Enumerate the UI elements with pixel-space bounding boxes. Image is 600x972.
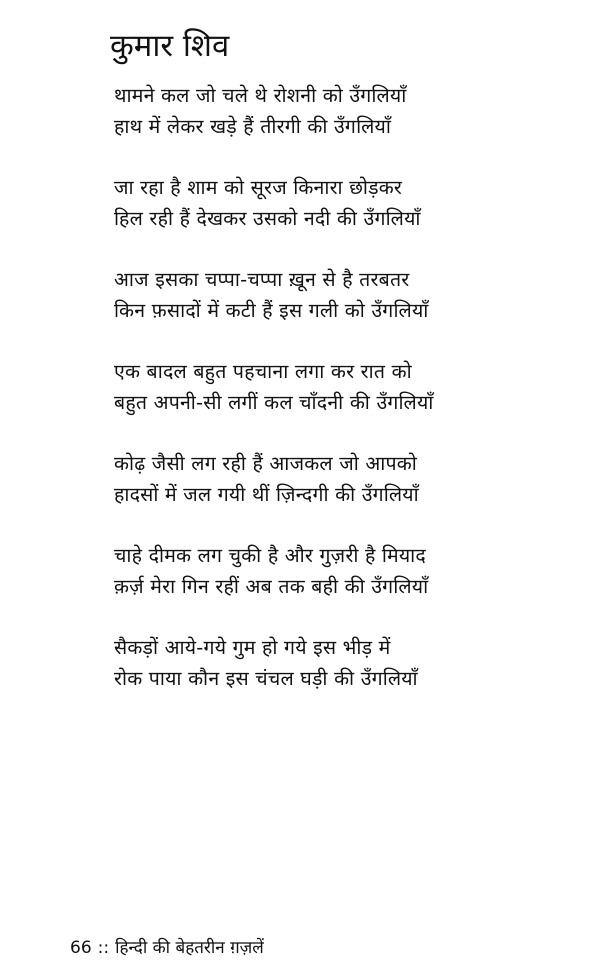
couplet-line: एक बादल बहुत पहचाना लगा कर रात को — [114, 360, 412, 383]
poet-name-heading: कुमार शिव — [110, 28, 230, 64]
couplet — [114, 264, 554, 326]
book-title: हिन्दी की बेहतरीन ग़ज़लें — [115, 938, 264, 958]
couplet-line: चाहे दीमक लग चुकी है और गुज़री है मियाद — [114, 544, 426, 567]
couplet-line: जा रहा है शाम को सूरज किनारा छोड़कर — [114, 176, 403, 199]
couplet — [114, 448, 554, 510]
page-footer — [70, 936, 264, 960]
page-number: 66 — [70, 938, 92, 958]
couplet — [114, 356, 554, 418]
couplet-line: क़र्ज़ मेरा गिन रहीं अब तक बही की उँगलियाँ — [114, 575, 429, 598]
couplet — [114, 632, 554, 694]
footer-separator: :: — [97, 938, 110, 958]
couplet-line: हादसों में जल गयी थीं ज़िन्दगी की उँगलियाँ — [114, 483, 419, 506]
couplet-line: सैकड़ों आये-गये गुम हो गये इस भीड़ में — [114, 636, 391, 659]
couplet-line: किन फ़सादों में कटी हैं इस गली को उँगलियाँ — [114, 299, 429, 322]
couplet-line: हिल रही हैं देखकर उसको नदी की उँगलियाँ — [114, 207, 421, 230]
couplet — [114, 80, 554, 142]
couplet-line: बहुत अपनी-सी लगीं कल चाँदनी की उँगलियाँ — [114, 391, 434, 414]
couplet — [114, 172, 554, 234]
couplet-line: कोढ़ जैसी लग रही हैं आजकल जो आपको — [114, 452, 417, 475]
couplet-line: हाथ में लेकर खड़े हैं तीरगी की उँगलियाँ — [114, 115, 392, 138]
couplet-line: रोक पाया कौन इस चंचल घड़ी की उँगलियाँ — [114, 667, 418, 690]
ghazal-body — [114, 80, 554, 724]
couplet-line: आज इसका चप्पा-चप्पा ख़ून से है तरबतर — [114, 268, 410, 291]
couplet-line: थामने कल जो चले थे रोशनी को उँगलियाँ — [114, 84, 407, 107]
couplet — [114, 540, 554, 602]
